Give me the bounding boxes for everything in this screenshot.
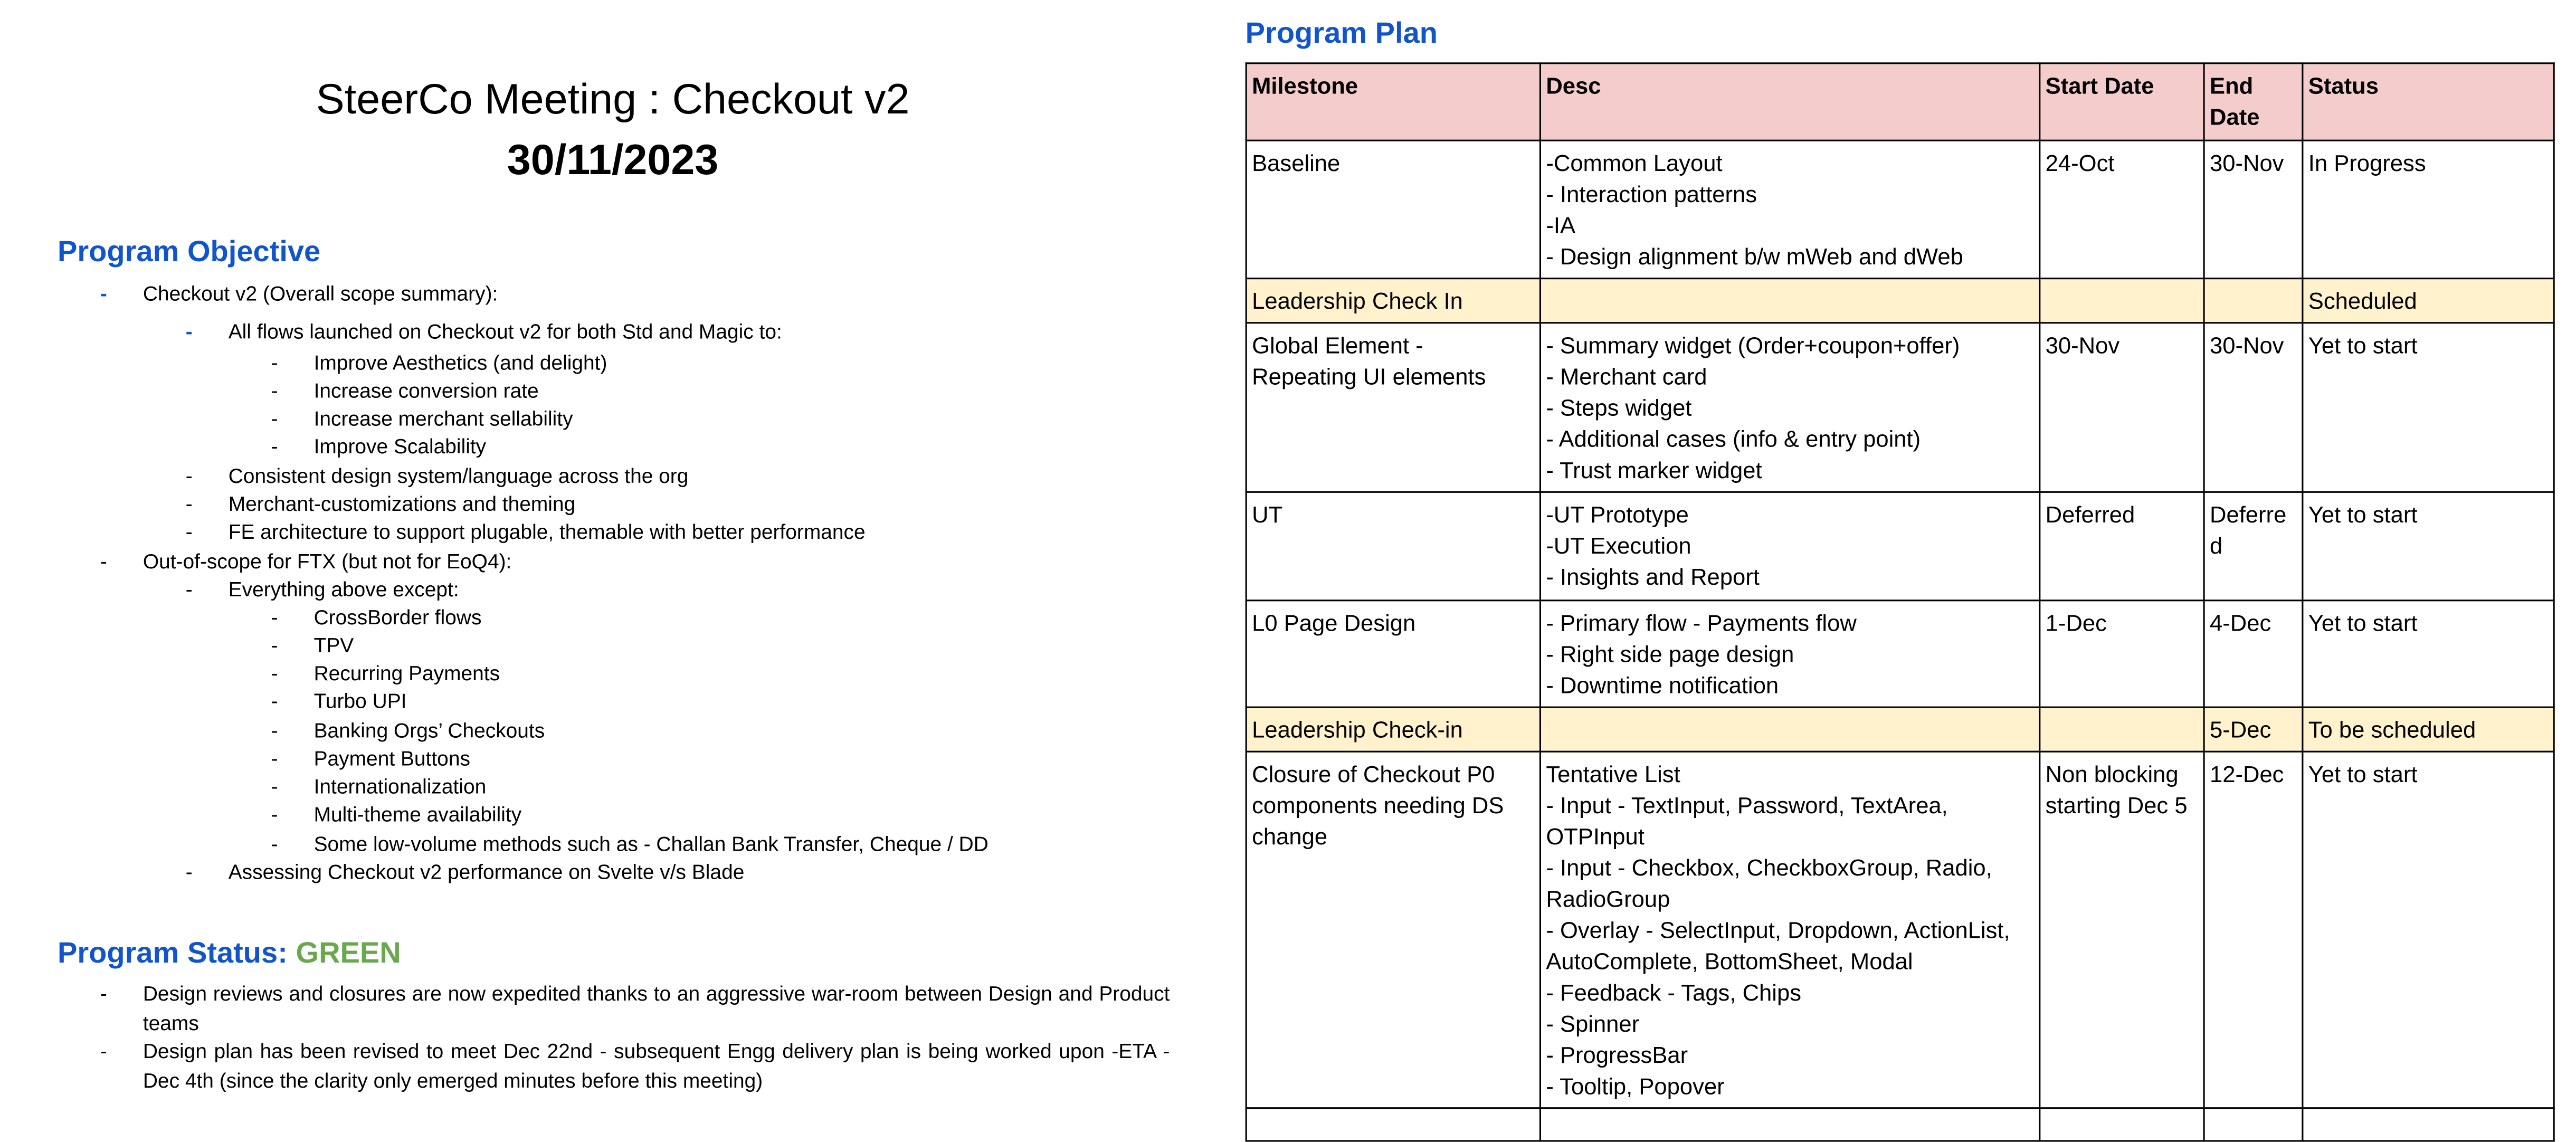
objective-item-text: Consistent design system/language across the org xyxy=(228,464,689,488)
bullet-icon: - xyxy=(271,719,278,743)
bullet-icon: - xyxy=(185,861,193,884)
cell-milestone: Leadership Check In xyxy=(1246,279,1540,323)
cell-desc: Tentative List - Input - TextInput, Password, TextArea, OTPInput - Input - Checkbox, CheckboxGroup, Radio, RadioGroup - Overlay - SelectInput, Dropdown, ActionList, AutoComplete, BottomSheet, Modal - Feedback - Tags, Chips - Spinner - ProgressBar - Tooltip, Popover xyxy=(1540,751,2039,1108)
bullet-icon: - xyxy=(185,520,193,544)
bullet-icon: - xyxy=(271,690,278,713)
table-row xyxy=(1246,751,2554,1108)
cell-milestone: UT xyxy=(1246,492,1540,600)
objective-item-text: Out-of-scope for FTX (but not for EoQ4): xyxy=(142,550,512,574)
bullet-icon: - xyxy=(100,550,107,574)
status-item: - Design reviews and closures are now expedited thanks to an aggressive war-room between Design and Product teams xyxy=(100,982,1170,1034)
bullet-icon: - xyxy=(271,747,278,770)
bullet-icon: - xyxy=(185,492,193,516)
cell-milestone: L0 Page Design xyxy=(1246,601,1540,707)
bullet-icon: - xyxy=(100,282,107,306)
bullet-icon: - xyxy=(185,464,193,488)
objective-item xyxy=(271,690,407,713)
bullet-icon: - xyxy=(271,379,278,403)
cell-desc xyxy=(1540,1108,2039,1141)
cell-start: Deferred xyxy=(2040,492,2204,600)
objective-item xyxy=(271,747,470,770)
objective-item-text: Everything above except: xyxy=(228,578,459,602)
cell-milestone: Global Element - Repeating UI elements xyxy=(1246,323,1540,492)
cell-end xyxy=(2204,1108,2303,1141)
bullet-icon: - xyxy=(271,606,278,630)
plan-heading: Program Plan xyxy=(1245,16,1438,50)
bullet-icon: - xyxy=(271,803,278,826)
objective-item xyxy=(271,719,545,743)
objective-item xyxy=(271,407,573,431)
column-header: Status xyxy=(2303,63,2554,140)
table-row xyxy=(1246,707,2554,751)
column-header: Start Date xyxy=(2040,63,2204,140)
cell-start: 30-Nov xyxy=(2040,323,2204,492)
cell-end: Deferre d xyxy=(2204,492,2303,600)
objective-item-text: Turbo UPI xyxy=(313,690,407,713)
objective-item-text: FE architecture to support plugable, themable with better performance xyxy=(228,520,866,544)
table-row xyxy=(1246,279,2554,323)
cell-status: To be scheduled xyxy=(2303,707,2554,751)
table-row xyxy=(1246,140,2554,278)
objective-item-text: TPV xyxy=(313,634,354,658)
bullet-icon: - xyxy=(271,435,278,459)
column-header: Milestone xyxy=(1246,63,1540,140)
bullet-icon: - xyxy=(271,407,278,431)
objective-item xyxy=(271,833,988,856)
bullet-icon: - xyxy=(271,775,278,798)
cell-desc: - Primary flow - Payments flow - Right side page design - Downtime notification xyxy=(1540,601,2039,707)
cell-end xyxy=(2204,279,2303,323)
objective-item xyxy=(100,550,512,574)
cell-milestone: Baseline xyxy=(1246,140,1540,278)
status-item-text: Design plan has been revised to meet Dec 22nd - subsequent Engg delivery plan is being worked upon -ETA - Dec 4th (since the clarity only emerged minutes before this meeting) xyxy=(142,1040,1170,1092)
objective-item xyxy=(271,351,607,375)
cell-status: In Progress xyxy=(2303,140,2554,278)
cell-start: Non blocking starting Dec 5 xyxy=(2040,751,2204,1108)
cell-status: Yet to start xyxy=(2303,601,2554,707)
objective-item-text: CrossBorder flows xyxy=(313,606,482,630)
cell-end: 4-Dec xyxy=(2204,601,2303,707)
objective-item xyxy=(271,435,487,459)
cell-milestone: Leadership Check-in xyxy=(1246,707,1540,751)
objective-item-text: Checkout v2 (Overall scope summary): xyxy=(142,282,498,306)
table-row xyxy=(1246,492,2554,600)
objective-item xyxy=(185,320,782,344)
objective-item-text: Merchant-customizations and theming xyxy=(228,492,576,516)
status-heading xyxy=(58,936,401,970)
cell-end: 12-Dec xyxy=(2204,751,2303,1108)
objective-item xyxy=(271,775,487,798)
cell-desc xyxy=(1540,279,2039,323)
cell-desc: - Summary widget (Order+coupon+offer) - Merchant card - Steps widget - Additional cases (info & entry point) - Trust marker widget xyxy=(1540,323,2039,492)
bullet-icon: - xyxy=(271,833,278,856)
table-row xyxy=(1246,1108,2554,1141)
objective-item xyxy=(185,464,689,488)
status-heading-label: Program Status: xyxy=(57,936,288,969)
objective-item xyxy=(100,282,498,306)
bullet-icon: - xyxy=(185,578,193,602)
column-header: End Date xyxy=(2204,63,2303,140)
cell-status xyxy=(2303,1108,2554,1141)
cell-milestone xyxy=(1246,1108,1540,1141)
objective-item xyxy=(271,803,522,826)
cell-status: Yet to start xyxy=(2303,751,2554,1108)
objective-item-text: Assessing Checkout v2 performance on Svelte v/s Blade xyxy=(228,861,745,884)
doc-title: SteerCo Meeting : Checkout v2 xyxy=(316,74,910,123)
cell-start xyxy=(2040,707,2204,751)
table-header-row xyxy=(1246,63,2554,140)
cell-end: 5-Dec xyxy=(2204,707,2303,751)
bullet-icon: - xyxy=(271,351,278,375)
cell-end: 30-Nov xyxy=(2204,323,2303,492)
objective-item-text: All flows launched on Checkout v2 for both Std and Magic to: xyxy=(228,320,782,344)
objective-item-text: Some low-volume methods such as - Challan Bank Transfer, Cheque / DD xyxy=(313,833,988,856)
objective-item-text: Banking Orgs’ Checkouts xyxy=(313,719,545,743)
cell-status: Yet to start xyxy=(2303,492,2554,600)
cell-start xyxy=(2040,1108,2204,1141)
objective-item xyxy=(271,379,539,403)
objective-item xyxy=(185,861,745,884)
status-value: GREEN xyxy=(296,936,401,969)
cell-desc: -UT Prototype -UT Execution - Insights and Report xyxy=(1540,492,2039,600)
bullet-icon: - xyxy=(271,634,278,658)
objective-item-text: Payment Buttons xyxy=(313,747,470,770)
program-plan-table xyxy=(1246,62,2555,1141)
status-item: - Design plan has been revised to meet Dec 22nd - subsequent Engg delivery plan is being worked upon -ETA - Dec 4th (since the clarity only emerged minutes before this meeting) xyxy=(100,1040,1170,1092)
objective-item-text: Increase conversion rate xyxy=(313,379,539,403)
objective-item-text: Multi-theme availability xyxy=(313,803,522,826)
doc-date: 30/11/2023 xyxy=(507,135,719,184)
cell-start: 1-Dec xyxy=(2040,601,2204,707)
objective-item xyxy=(185,520,866,544)
objective-item xyxy=(271,606,482,630)
cell-status: Scheduled xyxy=(2303,279,2554,323)
objective-item xyxy=(271,634,354,658)
table-row xyxy=(1246,601,2554,707)
objective-item xyxy=(271,662,500,686)
cell-end: 30-Nov xyxy=(2204,140,2303,278)
table-row xyxy=(1246,323,2554,492)
objective-item xyxy=(185,492,576,516)
objective-heading: Program Objective xyxy=(57,235,321,268)
bullet-icon: - xyxy=(185,320,193,344)
bullet-icon: - xyxy=(271,662,278,686)
status-item-text: Design reviews and closures are now expedited thanks to an aggressive war-room between Design and Product teams xyxy=(142,982,1170,1034)
objective-item-text: Improve Scalability xyxy=(313,435,487,459)
cell-desc xyxy=(1540,707,2039,751)
cell-start: 24-Oct xyxy=(2040,140,2204,278)
cell-desc: -Common Layout - Interaction patterns -IA - Design alignment b/w mWeb and dWeb xyxy=(1540,140,2039,278)
cell-milestone: Closure of Checkout P0 components needing DS change xyxy=(1246,751,1540,1108)
objective-item-text: Increase merchant sellability xyxy=(313,407,573,431)
cell-status: Yet to start xyxy=(2303,323,2554,492)
objective-item-text: Recurring Payments xyxy=(313,662,500,686)
objective-item xyxy=(185,578,459,602)
column-header: Desc xyxy=(1540,63,2039,140)
objective-item-text: Internationalization xyxy=(313,775,487,798)
cell-start xyxy=(2040,279,2204,323)
objective-item-text: Improve Aesthetics (and delight) xyxy=(313,351,607,375)
